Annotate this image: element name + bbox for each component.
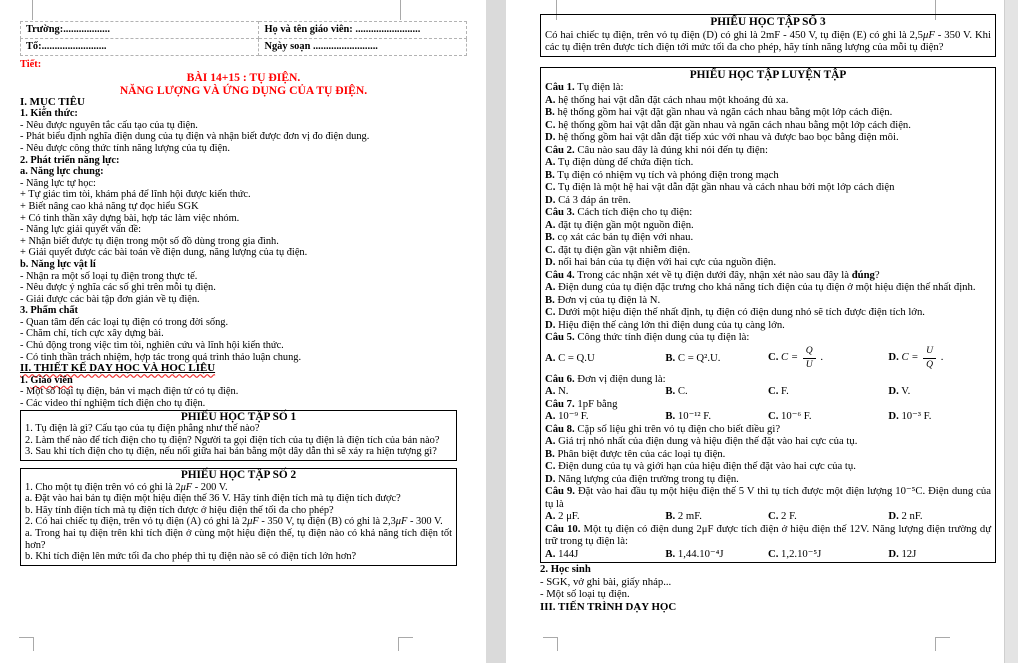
option-letter: D. <box>888 385 899 397</box>
doc-line <box>545 169 991 182</box>
answer-option: C. F. <box>767 385 789 397</box>
phieu-hoc-tap-1 <box>20 410 457 461</box>
option-letter: B. <box>665 351 676 364</box>
doc-line: - Nhận ra một số loại tụ điện trong thực tế. <box>20 270 198 282</box>
text-run: Câu 2. <box>545 143 575 156</box>
option-letter: A. <box>545 510 556 522</box>
text-run: B. <box>545 293 555 306</box>
text-run: Đơn vị của tụ điện là N. <box>554 293 661 306</box>
heading-giao-vien <box>20 375 467 387</box>
option-letter: B. <box>665 547 676 560</box>
answer-option: D. 2 nF. <box>888 510 923 522</box>
text-run: A. <box>545 435 556 447</box>
text-run: 3. Phẩm chất <box>20 305 79 317</box>
answer-options-row <box>545 385 991 398</box>
doc-line <box>545 94 991 107</box>
text-run: Cặp số liệu ghi trên vỏ tụ điện cho biết điều gì? <box>574 422 781 435</box>
text-run: B. <box>545 168 555 181</box>
text-run: 2. Có hai chiếc tụ điện, trên vỏ tụ điện (A) có ghi là 2 <box>25 516 248 528</box>
doc-line: - Chăm chỉ, tích cực xây dựng bài. <box>20 328 164 340</box>
text-run: - 200 V. <box>192 481 228 493</box>
doc-line <box>545 373 991 386</box>
doc-line <box>545 231 991 244</box>
text-run: C = <box>901 351 922 364</box>
text-run: Câu 6. <box>545 372 575 385</box>
answer-options-row <box>545 410 991 423</box>
doc-line: 2. Làm thế nào để tích điện cho tụ điện? Người ta gọi điện tích của tụ điện là điện tích của bản nào? <box>25 434 440 446</box>
doc-line: + Có tinh thần xây dựng bài, hợp tác làm việc nhóm. <box>20 212 240 224</box>
doc-line <box>545 256 991 269</box>
text-run: 1. <box>20 374 31 386</box>
doc-line: - Có tinh thần trách nhiệm, hợp tác trong quá trình thảo luận chung. <box>20 351 302 363</box>
crop-mark <box>935 637 950 651</box>
doc-line: - Phát biểu định nghĩa điện dung của tụ điện và nhận biết được đơn vị đo điện dung. <box>20 131 370 143</box>
text-run: Tụ điện là một hệ hai vật dẫn đặt gần nhau và cách nhau bởi một lớp cách điện <box>555 181 895 193</box>
tiet-label <box>20 59 467 71</box>
section-tien-trinh <box>540 601 996 614</box>
crop-mark <box>398 637 413 651</box>
text-run: hệ thống gồm hai vật dẫn đặt gần nhau và ngăn cách nhau bằng một lớp cách điện. <box>555 118 911 131</box>
text-run: cọ xát các bản tụ điện với nhau. <box>554 231 694 243</box>
text-run: đặt tụ điện gần vật nhiễm điện. <box>555 243 691 256</box>
text-run: Năng lượng của điện trường trong tụ điện. <box>555 472 739 485</box>
text-run: μF <box>922 28 935 41</box>
text-run: C. <box>545 181 556 193</box>
text-run: đúng <box>851 268 875 281</box>
option-letter: B. <box>665 385 676 397</box>
answer-option: B. C. <box>665 385 688 397</box>
answer-option: A. N. <box>545 385 569 397</box>
heading-pham-chat <box>20 305 467 317</box>
text-run: Trong các nhận xét về tụ điện dưới đây, nhận xét nào sau đây là <box>574 268 852 281</box>
doc-line <box>545 131 991 144</box>
answer-option: B. C = Q².U. <box>665 351 721 364</box>
text-run: đặt tụ điện gần một nguồn điện. <box>555 218 694 231</box>
text-run: A. <box>545 218 556 231</box>
text-run: Tụ điện dùng để chứa điện tích. <box>555 156 694 168</box>
text-run: Câu 5. <box>545 331 575 343</box>
doc-line <box>545 244 991 257</box>
spacer <box>20 461 467 468</box>
text-run: nối hai bản của tụ điện với hai cực của nguồn điện. <box>555 256 777 268</box>
header-table-cell: Tổ:......................... <box>21 39 259 56</box>
window-edge <box>1004 0 1018 663</box>
doc-line: b. Hãy tính điện tích mà tụ điện tích được ở hiệu điện thế tối đa cho phép? <box>25 504 334 516</box>
answer-option: C. 2 F. <box>767 510 797 522</box>
text-run: - 300 V. <box>407 516 443 528</box>
text-run: D. <box>545 131 556 143</box>
text-run: Phân biệt được tên của các loại tụ điện. <box>554 447 726 460</box>
crop-mark <box>32 0 33 20</box>
doc-line <box>545 81 991 94</box>
text-run: 1. Cho một tụ điện trên vỏ có ghi là 2 <box>25 481 181 493</box>
text-run: . <box>817 351 824 364</box>
option-letter: A. <box>545 547 556 560</box>
option-letter: C. <box>767 385 779 397</box>
text-run: Một tụ điện có điện dung 2μF được tích điện ở hiệu điện thế 12V. Năng lượng điện trường dự trữ trong tụ điện là: <box>545 522 991 547</box>
doc-line <box>545 194 991 207</box>
text-run: . <box>938 351 944 364</box>
doc-line <box>545 398 991 411</box>
doc-line <box>545 29 991 54</box>
text-run: B. <box>545 106 555 118</box>
text-run: 2. Học sinh <box>540 563 591 575</box>
spacer <box>540 57 996 67</box>
option-letter: D. <box>888 351 899 364</box>
doc-line: 1. Tụ điện là gì? Cấu tạo của tụ điện phẳng như thế nào? <box>25 423 260 435</box>
text-run: Tụ điện là: <box>574 81 624 93</box>
text-run: C. <box>545 118 556 131</box>
doc-line <box>545 423 991 436</box>
text-run: A. <box>545 156 556 168</box>
text-run: hệ thống gồm hai vật dẫn đặt tiếp xúc với nhau và được bao bọc bằng điện môi. <box>555 131 899 143</box>
text-run: A. <box>545 93 556 106</box>
page-1-content <box>20 20 467 566</box>
answer-option: C. 10⁻⁶ F. <box>767 410 812 422</box>
doc-line: - Nêu được công thức tính năng lượng của tụ điện. <box>20 142 230 154</box>
text-run: hệ thống hai vật dẫn đặt cách nhau một khoảng đủ xa. <box>555 93 789 106</box>
answer-option: D. V. <box>888 385 911 397</box>
section-muc-tieu <box>20 97 467 109</box>
doc-line <box>545 448 991 461</box>
doc-line <box>545 473 991 486</box>
answer-option <box>888 346 991 369</box>
text-run: Câu 7. <box>545 397 575 410</box>
doc-line <box>25 482 452 494</box>
doc-line <box>545 523 991 548</box>
doc-line <box>545 281 991 294</box>
phieu-hoc-tap-2 <box>20 468 457 566</box>
crop-mark <box>19 637 34 651</box>
doc-line: - Quan tâm đến các loại tụ điện có trong đời sống. <box>20 316 229 328</box>
fraction-formula: $\frac{U}{Q}$ <box>923 346 936 369</box>
doc-line: - Giải được các bài tập đơn giản về tụ điện. <box>20 293 200 305</box>
doc-line: - Một số loại tụ điện, bản vi mạch điện tử có tụ điện. <box>20 386 239 398</box>
crop-mark <box>543 637 558 651</box>
text-run: 2. Phát triển năng lực: <box>20 154 120 166</box>
doc-line <box>545 181 991 194</box>
doc-line: + Biết nâng cao khả năng tự đọc hiểu SGK <box>20 200 199 212</box>
answer-option: B. 2 mF. <box>665 510 702 522</box>
doc-line: - SGK, vở ghi bài, giấy nháp... <box>540 575 672 588</box>
text-run: Có hai chiếc tụ điện, trên vỏ tụ điện (D) có ghi là 2mF - 450 V, tụ điện (E) có ghi là 2,5 <box>545 28 923 41</box>
doc-line: - Một số loại tụ điện. <box>540 588 630 600</box>
text-run: a. Năng lực chung: <box>20 166 104 178</box>
doc-line <box>545 206 991 219</box>
doc-line <box>545 119 991 132</box>
text-run: Câu 10. <box>545 522 581 535</box>
doc-line: + Tự giác tìm tòi, khám phá để lĩnh hội được kiến thức. <box>20 189 251 201</box>
lesson-title-line-1 <box>20 71 467 84</box>
phieu-hoc-tap-1-title: PHIẾU HỌC TẬP SỐ 1 <box>180 410 297 423</box>
text-run: Cách tích điện cho tụ điện: <box>574 206 693 218</box>
text-run: C = <box>781 351 801 364</box>
doc-line: - Nêu được nguyên tắc cấu tạo của tụ điện. <box>20 119 198 131</box>
answer-option: A. C = Q.U <box>545 351 595 364</box>
doc-line <box>545 269 991 282</box>
doc-line <box>25 516 452 528</box>
heading-nang-luc-vat-li <box>20 259 467 271</box>
text-run: BÀI 14+15 : TỤ ĐIỆN. <box>186 70 301 84</box>
doc-line: - Năng lực giải quyết vấn đề: <box>20 224 142 236</box>
option-letter: D. <box>888 410 899 422</box>
option-letter: C. <box>767 351 779 364</box>
doc-line <box>545 319 991 332</box>
option-letter: D. <box>888 547 899 560</box>
text-run: C. <box>545 243 556 256</box>
doc-line <box>545 435 991 448</box>
text-run: μF <box>180 481 193 493</box>
doc-line <box>545 294 991 307</box>
phieu-hoc-tap-2-title: PHIẾU HỌC TẬP SỐ 2 <box>180 469 297 481</box>
doc-line <box>545 144 991 157</box>
phieu-hoc-tap-luyen-tap-title: PHIẾU HỌC TẬP LUYỆN TẬP <box>689 68 847 81</box>
answer-option: A. 144J <box>545 547 579 560</box>
crop-mark <box>400 0 401 20</box>
doc-line: b. Khi tích điện lên mức tối đa cho phép thì tụ điện nào sẽ có điện tích lớn hơn? <box>25 551 357 563</box>
text-run: - 350 V. Khi các tụ điện trên được tích điện tới mức tối đa cho phép, hãy tính năng lượng của mỗi tụ điện? <box>545 28 991 53</box>
header-table <box>20 21 467 56</box>
doc-line: 3. Sau khi tích điện cho tụ điện, nếu nối giữa hai bản bằng một dây dẫn thì sẽ xảy ra hiện tượng gì? <box>25 446 437 458</box>
text-run: Công thức tính điện dung của tụ điện là: <box>574 331 750 343</box>
text-run: Tiết: <box>20 59 42 70</box>
text-run: 1. Kiến thức: <box>20 108 78 120</box>
page-gap <box>486 0 506 663</box>
text-run: 1pF bằng <box>574 397 618 410</box>
option-letter: A. <box>545 351 556 364</box>
text-run: Đặt vào hai đầu tụ một hiệu điện thế 5 V thì tụ tích được một điện lượng 10⁻⁵C. Điện dung của tụ là <box>545 485 991 510</box>
doc-line <box>545 306 991 319</box>
doc-line <box>545 460 991 473</box>
page-2 <box>506 0 1004 663</box>
doc-line <box>545 219 991 232</box>
phieu-hoc-tap-3 <box>540 14 996 57</box>
option-letter: C. <box>767 547 779 560</box>
text-run: D. <box>545 193 556 206</box>
text-run: Câu 9. <box>545 485 575 497</box>
option-letter: B. <box>665 410 676 422</box>
heading-phat-trien-nang-luc <box>20 155 467 167</box>
answer-option: B. 1,44.10⁻⁴J <box>665 547 724 560</box>
text-run: C. <box>545 460 556 472</box>
phieu-hoc-tap-3-title: PHIẾU HỌC TẬP SỐ 3 <box>710 16 826 28</box>
text-run: Hiệu điện thế càng lớn thì điện dung của tụ càng lớn. <box>555 318 785 331</box>
text-run: A. <box>545 281 556 293</box>
option-letter: A. <box>545 385 556 397</box>
option-letter: A. <box>545 410 556 422</box>
text-run: μF <box>247 516 259 528</box>
doc-line: - Các video thí nghiệm tích điện cho tụ điện. <box>20 398 206 410</box>
answer-option: A. 10⁻⁹ F. <box>545 410 589 422</box>
page-2-content <box>540 14 996 613</box>
text-run: C. <box>545 306 556 318</box>
doc-line: - Chủ động trong việc tìm tòi, nghiên cứu và lĩnh hội kiến thức. <box>20 340 284 352</box>
option-letter: B. <box>665 510 676 522</box>
heading-nang-luc-chung <box>20 166 467 178</box>
header-table-cell: Họ và tên giáo viên: ......................... <box>259 22 467 39</box>
doc-line: + Nhận biết được tụ điện trong một số đồ dùng trong gia đình. <box>20 235 279 247</box>
text-run: Điện dung của tụ và giới hạn của hiệu điện thế đặt vào hai cực của tụ. <box>555 460 856 472</box>
answer-options-row <box>545 510 991 523</box>
text-run: Cả 3 đáp án trên. <box>555 193 631 206</box>
answer-option: B. 10⁻¹² F. <box>665 410 712 422</box>
header-table-cell: Ngày soạn ......................... <box>259 39 467 56</box>
text-run: I. MỤC TIÊU <box>20 95 85 108</box>
option-letter: C. <box>767 510 779 522</box>
text-run: b. Năng lực vật lí <box>20 258 96 270</box>
doc-line <box>545 331 991 344</box>
text-run: Giáo viên <box>30 374 73 386</box>
doc-line: + Giải quyết được các bài toán về điện dung, năng lượng của tụ điện. <box>20 247 308 259</box>
heading-hoc-sinh <box>540 563 996 576</box>
answer-option: A. 2 μF. <box>545 510 580 522</box>
text-run: μF <box>395 516 408 528</box>
text-run: Đơn vị điện dung là: <box>574 372 666 385</box>
text-run: Câu 3. <box>545 206 575 218</box>
text-run: - 350 V, tụ điện (B) có ghi là 2,3 <box>258 516 396 528</box>
option-letter: D. <box>888 510 899 522</box>
doc-line: a. Đặt vào hai bản tụ điện một hiệu điện thế 36 V. Hãy tính điện tích mà tụ điện tích được? <box>25 493 401 505</box>
text-run: D. <box>545 318 556 331</box>
text-run: Dưới một hiệu điện thế nhất định, tụ điện có điện dung nhỏ sẽ tích được điện tích lớn. <box>555 306 925 318</box>
text-run: Điện dung của tụ điện đặc trưng cho khả năng tích điện của tụ điện ở một hiệu điện thế nhất định. <box>555 281 976 293</box>
text-run: Câu 4. <box>545 268 575 281</box>
page-1 <box>0 0 486 663</box>
text-run: Câu 1. <box>545 81 575 93</box>
answer-option <box>768 346 888 369</box>
text-run: Câu 8. <box>545 422 575 435</box>
text-run: II. THIẾT KẾ DẠY HỌC VÀ HỌC LIỆU <box>20 362 216 375</box>
text-run: B. <box>545 447 555 460</box>
section-thiet-ke <box>20 363 467 375</box>
text-run: D. <box>545 472 556 485</box>
answer-option: D. 10⁻³ F. <box>888 410 932 422</box>
answer-options-row <box>545 548 991 561</box>
text-run: ? <box>874 268 880 281</box>
option-letter: C. <box>767 410 779 422</box>
lesson-title-line-2 <box>20 84 467 97</box>
text-run: NĂNG LƯỢNG VÀ ỨNG DỤNG CỦA TỤ ĐIỆN. <box>119 83 368 97</box>
text-run: Tụ điện có nhiệm vụ tích và phóng điện trong mạch <box>554 168 779 181</box>
text-run: hệ thống gồm hai vật đặt gần nhau và ngăn cách nhau bằng một lớp cách điện. <box>554 106 893 118</box>
doc-line <box>545 106 991 119</box>
doc-line <box>545 485 991 510</box>
header-table-cell: Trường:.................. <box>21 22 259 39</box>
text-run: D. <box>545 256 556 268</box>
doc-line <box>545 156 991 169</box>
answer-options-row <box>545 345 991 372</box>
text-run: III. TIẾN TRÌNH DẠY HỌC <box>540 600 677 613</box>
answer-option: C. 1,2.10⁻⁵J <box>767 547 822 560</box>
text-run: B. <box>545 231 555 243</box>
doc-line: a. Trong hai tụ điện trên khi tích điện ở cùng một hiệu điện thế, tụ điện nào có khả năng tích điện tốt hơn? <box>25 527 452 551</box>
fraction-formula: $\frac{Q}{U}$ <box>803 346 816 369</box>
phieu-hoc-tap-luyen-tap <box>540 67 996 564</box>
doc-line: - Nêu được ý nghĩa các số ghi trên mỗi tụ điện. <box>20 282 216 294</box>
text-run: Giá trị nhỏ nhất của điện dung và hiệu điện thế đặt vào hai cực của tụ. <box>555 435 858 447</box>
answer-option: D. 12J <box>888 547 917 560</box>
doc-line: - Năng lực tự học: <box>20 177 96 189</box>
heading-kien-thuc <box>20 108 467 120</box>
text-run: Câu nào sau đây là đúng khi nói đến tụ điện: <box>574 143 768 156</box>
